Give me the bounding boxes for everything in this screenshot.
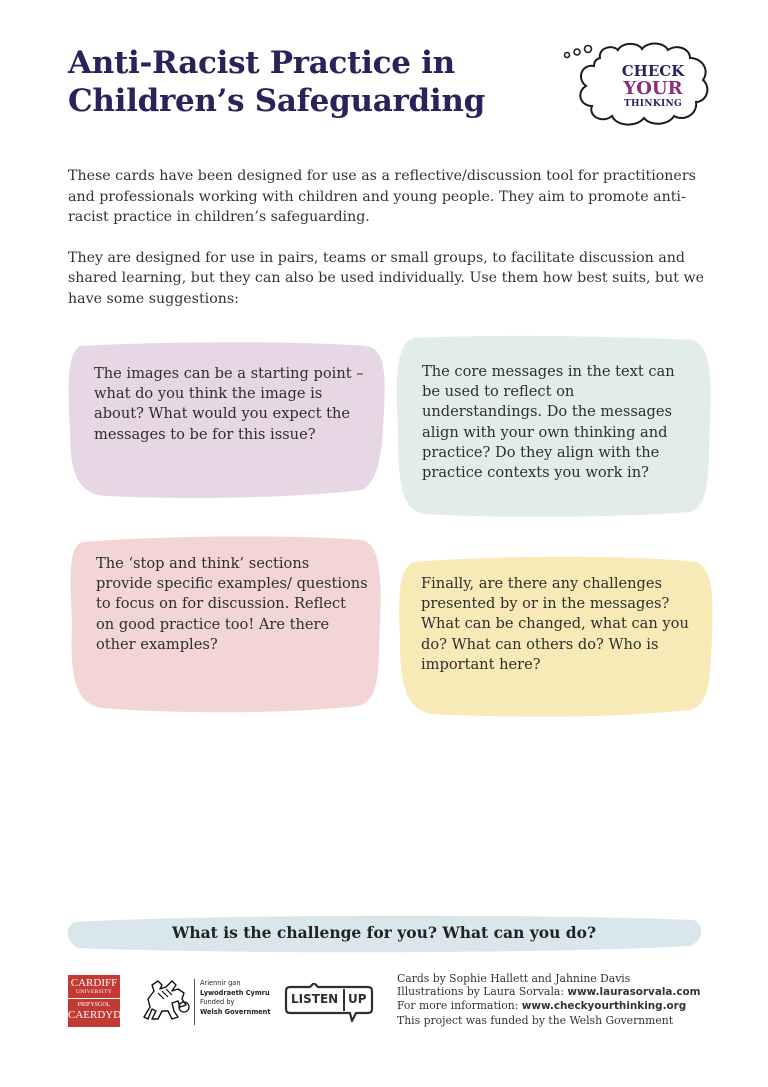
cardiff-university-logo bbox=[68, 975, 130, 1027]
title-line-2: Children’s Safeguarding bbox=[68, 83, 486, 119]
card-text: Finally, are there any challenges presented by or in the messages? What can be changed, what can you do? What can others do? Who is important here? bbox=[421, 575, 689, 673]
title-line-1: Anti-Racist Practice in bbox=[68, 45, 455, 81]
cardiff-line-1: CARDIFF bbox=[70, 977, 118, 989]
footer-logos bbox=[66, 973, 386, 1029]
cardiff-line-2: UNIVERSITY bbox=[68, 989, 120, 999]
checkyourthinking-link[interactable]: www.checkyourthinking.org bbox=[521, 1000, 687, 1013]
credits-block bbox=[397, 972, 701, 1027]
credits-funding: This project was funded by the Welsh Government bbox=[397, 1013, 674, 1027]
logo-wordmark bbox=[594, 64, 712, 109]
intro-section bbox=[68, 166, 708, 329]
logo-your-text: YOUR bbox=[623, 78, 683, 99]
logo-check-text: CHECK bbox=[621, 62, 685, 80]
listen-up-left-text: LISTEN bbox=[291, 992, 339, 1006]
intro-paragraph-1: These cards have been designed for use as a reflective/discussion tool for practitioners and professionals working with children and young people. They aim to promote anti-racist practice in children’s safeguarding. bbox=[68, 168, 696, 225]
cardiff-line-3: PRIFYSGOL bbox=[77, 1002, 111, 1008]
welsh-government-logo bbox=[200, 979, 271, 1017]
suggestion-card-core-messages bbox=[394, 334, 712, 518]
welsh-dragon-icon bbox=[138, 977, 190, 1023]
cardiff-line-4: CAERDYDD bbox=[68, 1009, 130, 1021]
suggestion-card-images bbox=[66, 340, 386, 500]
logo-thinking-text: THINKING bbox=[624, 99, 682, 109]
challenge-banner bbox=[66, 912, 702, 954]
wg-line-1: Ariennir gan bbox=[200, 979, 241, 987]
credits-more-info: For more information: www.checkyourthinking.org bbox=[397, 999, 687, 1013]
listen-up-logo bbox=[284, 983, 374, 1023]
suggestion-card-stop-and-think bbox=[66, 534, 384, 714]
card-text: The images can be a starting point – what do you think the image is about? What would you expect the messages to be for this issue? bbox=[94, 365, 364, 443]
suggestion-card-challenges bbox=[396, 554, 714, 718]
card-text: The ‘stop and think’ sections provide specific examples/ questions to focus on for discussion. Reflect on good practice too! Are there other examples? bbox=[96, 555, 368, 653]
listen-up-right-text: UP bbox=[348, 992, 367, 1006]
check-your-thinking-logo bbox=[560, 36, 720, 136]
wg-line-3: Funded by bbox=[200, 998, 235, 1006]
credits-illustrations: Illustrations by Laura Sorvala: www.laurasorvala.com bbox=[397, 985, 701, 999]
welsh-gov-divider bbox=[194, 979, 195, 1025]
card-text: The core messages in the text can be used to reflect on understandings. Do the messages align with your own thinking and practice? Do they align with the practice contexts you work in? bbox=[422, 363, 675, 482]
intro-paragraph-2: They are designed for use in pairs, teams or small groups, to facilitate discussion and shared learning, but they can also be used individually. Use them how best suits, but we have some suggestions: bbox=[68, 249, 705, 307]
credits-authors: Cards by Sophie Hallett and Jahnine Davis bbox=[397, 972, 631, 985]
wg-line-4: Welsh Government bbox=[200, 1007, 271, 1016]
wg-line-2: Lywodraeth Cymru bbox=[200, 988, 270, 997]
laurasorvala-link[interactable]: www.laurasorvala.com bbox=[567, 986, 701, 999]
banner-question: What is the challenge for you? What can you do? bbox=[171, 923, 597, 942]
page-title bbox=[68, 44, 485, 120]
